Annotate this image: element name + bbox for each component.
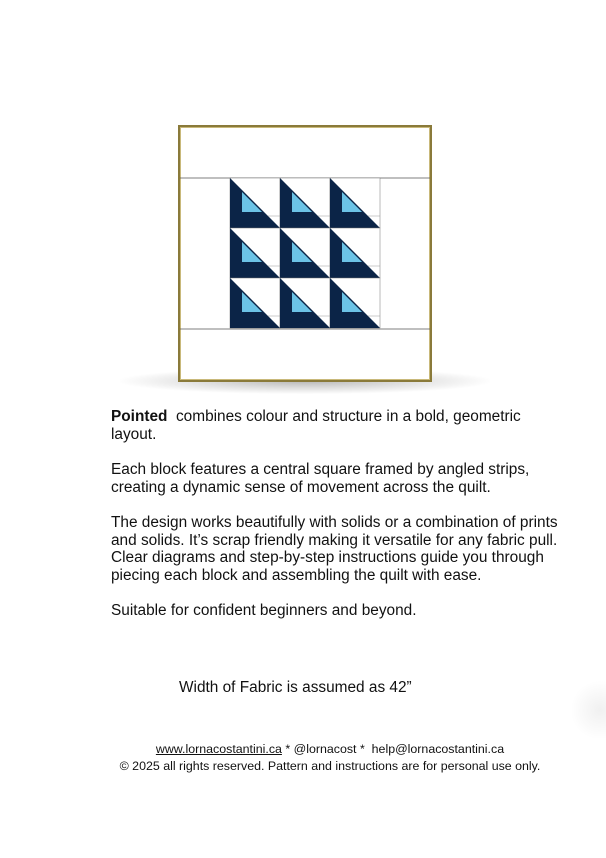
quilt-block: [280, 228, 330, 278]
quilt-block: [230, 178, 280, 228]
copyright-text: © 2025 all rights reserved. Pattern and instructions are for personal use only.: [119, 759, 541, 773]
quilt-illustration: [178, 125, 432, 382]
paragraph-block-description: Each block features a central square framed by angled strips, creating a dynamic sense of movement across the quilt.: [111, 461, 530, 496]
quilt-block: [330, 228, 380, 278]
quilt-block: [230, 278, 280, 328]
description: [111, 408, 561, 638]
footer: [0, 741, 606, 775]
quilt-block: [230, 228, 280, 278]
intro-text: combines colour and structure in a bold, geometric layout.: [111, 408, 526, 443]
quilt-block: [280, 178, 330, 228]
paragraph-skill-level: Suitable for confident beginners and beyond.: [111, 602, 417, 619]
footer-separator: *: [356, 742, 372, 756]
page-edge-shadow: [570, 680, 606, 740]
quilt-block: [330, 178, 380, 228]
wof-note: Width of Fabric is assumed as 42”: [179, 679, 412, 696]
social-handle: @lornacost: [293, 742, 357, 756]
intro-paragraph: [111, 408, 561, 443]
footer-contact-line: [0, 741, 606, 758]
quilt-blocks: [230, 178, 380, 328]
pattern-name: Pointed: [111, 408, 168, 425]
website-link[interactable]: www.lornacostantini.ca: [155, 742, 282, 756]
quilt-block: [330, 278, 380, 328]
quilt-block: [280, 278, 330, 328]
footer-separator: *: [281, 742, 294, 756]
paragraph-fabric-info: The design works beautifully with solids or a combination of prints and solids. It’s scrap friendly making it versatile for any fabric pull. Clear diagrams and step-by-step instructions guide you through piecing each block and assembling the quilt with ease.: [111, 514, 558, 584]
quilt-diagram: [180, 127, 430, 380]
email-address[interactable]: help@lornacostantini.ca: [371, 742, 505, 756]
